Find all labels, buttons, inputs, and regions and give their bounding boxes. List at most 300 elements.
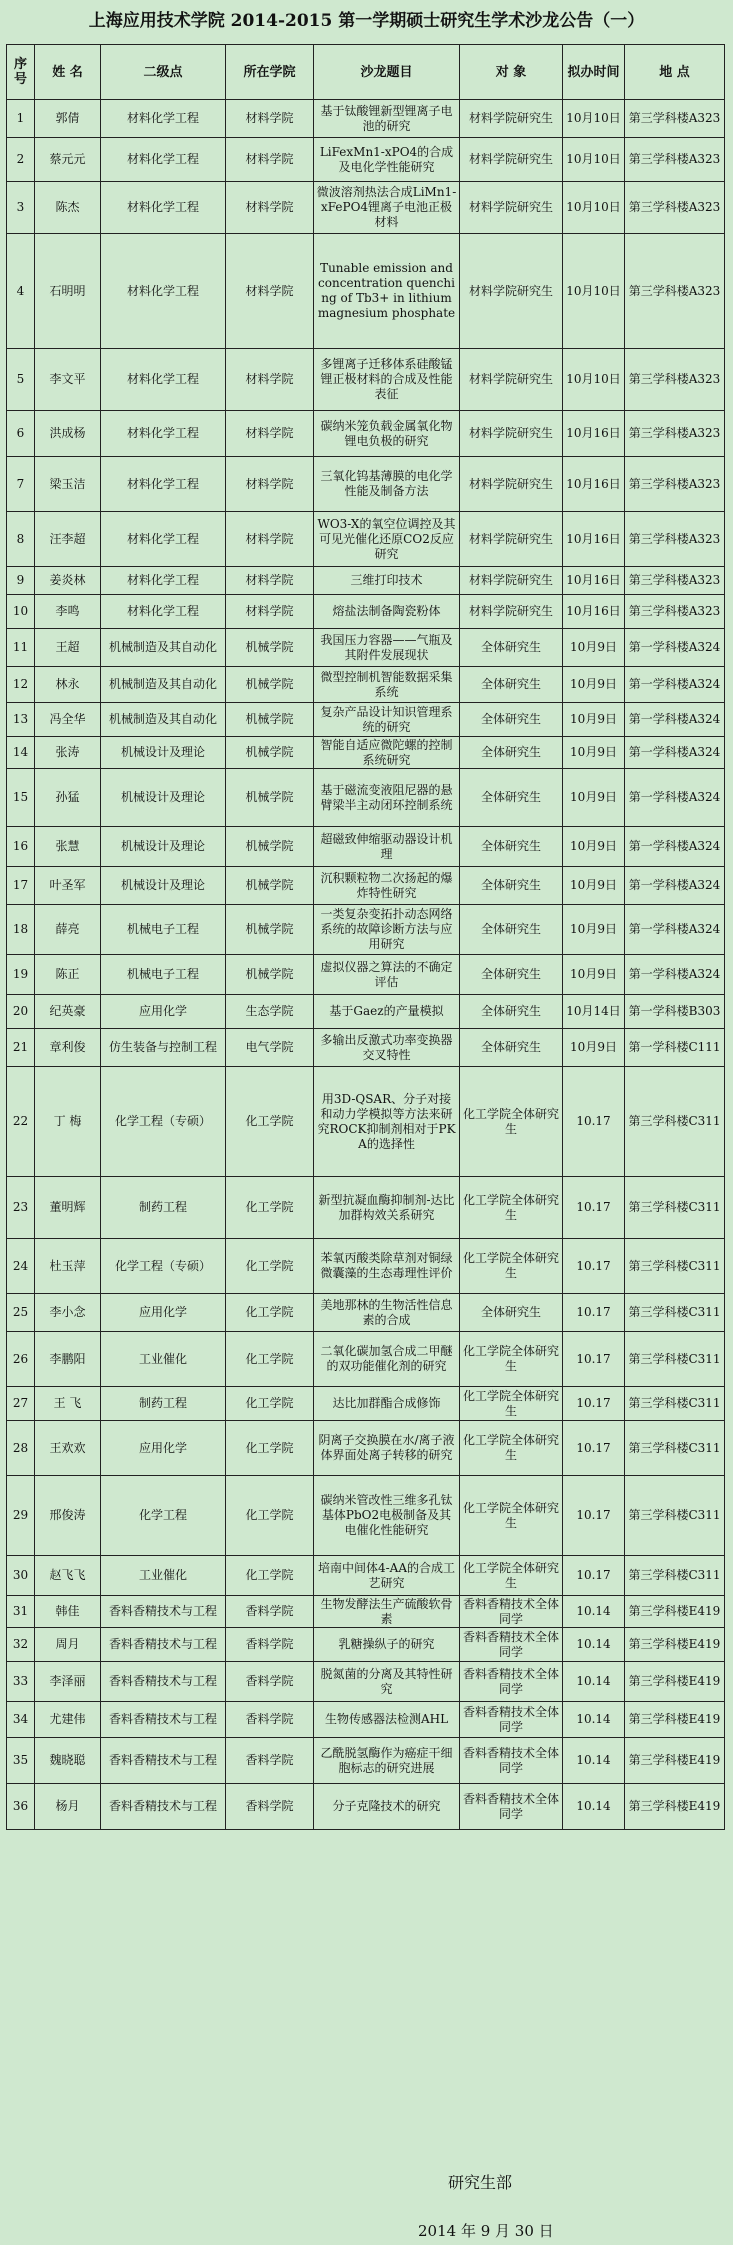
- row-audience: 材料学院研究生: [460, 512, 563, 567]
- row-time: 10月14日: [563, 995, 625, 1029]
- table-row: [7, 905, 725, 955]
- header-row: [7, 45, 725, 100]
- row-college: 材料学院: [226, 100, 314, 138]
- table-row: [7, 1628, 725, 1662]
- row-discipline: 材料化学工程: [101, 182, 226, 234]
- row-college: 机械学院: [226, 667, 314, 703]
- row-audience: 全体研究生: [460, 1029, 563, 1067]
- row-name: 薛亮: [35, 905, 101, 955]
- row-time: 10.14: [563, 1628, 625, 1662]
- row-no: 27: [7, 1387, 35, 1421]
- row-audience: 材料学院研究生: [460, 595, 563, 629]
- row-topic: 三氧化钨基薄膜的电化学性能及制备方法: [314, 457, 460, 512]
- row-place: 第三学科楼C311: [625, 1332, 725, 1387]
- row-time: 10月9日: [563, 737, 625, 769]
- row-college: 生态学院: [226, 995, 314, 1029]
- table-row: [7, 629, 725, 667]
- col-header-time: 拟办时间: [563, 45, 625, 100]
- row-topic: 生物传感器法检测AHL: [314, 1702, 460, 1738]
- issue-date: 2014 年 9 月 30 日: [418, 2222, 554, 2240]
- row-topic: 基于Gaez的产量模拟: [314, 995, 460, 1029]
- row-time: 10月9日: [563, 867, 625, 905]
- row-audience: 化工学院全体研究生: [460, 1387, 563, 1421]
- row-time: 10.17: [563, 1387, 625, 1421]
- row-name: 石明明: [35, 234, 101, 349]
- row-no: 36: [7, 1784, 35, 1830]
- row-audience: 材料学院研究生: [460, 234, 563, 349]
- row-discipline: 机械设计及理论: [101, 769, 226, 827]
- row-no: 14: [7, 737, 35, 769]
- row-time: 10.14: [563, 1738, 625, 1784]
- row-place: 第三学科楼C311: [625, 1294, 725, 1332]
- row-college: 机械学院: [226, 629, 314, 667]
- row-topic: WO3-X的氧空位调控及其可见光催化还原CO2反应研究: [314, 512, 460, 567]
- row-no: 20: [7, 995, 35, 1029]
- row-name: 李小念: [35, 1294, 101, 1332]
- row-college: 机械学院: [226, 769, 314, 827]
- row-place: 第三学科楼E419: [625, 1596, 725, 1628]
- row-no: 35: [7, 1738, 35, 1784]
- row-time: 10月10日: [563, 234, 625, 349]
- table-row: [7, 1177, 725, 1239]
- row-name: 李鸣: [35, 595, 101, 629]
- row-time: 10.14: [563, 1662, 625, 1702]
- row-audience: 材料学院研究生: [460, 411, 563, 457]
- row-no: 21: [7, 1029, 35, 1067]
- table-row: [7, 100, 725, 138]
- row-no: 1: [7, 100, 35, 138]
- row-discipline: 化学工程: [101, 1476, 226, 1556]
- row-audience: 材料学院研究生: [460, 100, 563, 138]
- row-topic: 乙酰脱氢酶作为癌症干细胞标志的研究进展: [314, 1738, 460, 1784]
- issuer-signature: 研究生部: [448, 2173, 513, 2192]
- row-name: 韩佳: [35, 1596, 101, 1628]
- row-place: 第一学科楼C111: [625, 1029, 725, 1067]
- row-name: 魏晓聪: [35, 1738, 101, 1784]
- row-college: 材料学院: [226, 234, 314, 349]
- row-place: 第三学科楼A323: [625, 138, 725, 182]
- col-header-college: 所在学院: [226, 45, 314, 100]
- row-audience: 全体研究生: [460, 667, 563, 703]
- row-college: 香料学院: [226, 1596, 314, 1628]
- row-audience: 化工学院全体研究生: [460, 1476, 563, 1556]
- row-no: 9: [7, 567, 35, 595]
- row-topic: 碳纳米管改性三维多孔钛基体PbO2电极制备及其电催化性能研究: [314, 1476, 460, 1556]
- row-time: 10月9日: [563, 827, 625, 867]
- col-header-no: 序号: [7, 45, 35, 100]
- row-college: 香料学院: [226, 1662, 314, 1702]
- row-place: 第一学科楼A324: [625, 703, 725, 737]
- row-topic: 阴离子交换膜在水/离子液体界面处离子转移的研究: [314, 1421, 460, 1476]
- row-name: 王超: [35, 629, 101, 667]
- table-row: [7, 1029, 725, 1067]
- row-topic: 培南中间体4-AA的合成工艺研究: [314, 1556, 460, 1596]
- row-discipline: 香料香精技术与工程: [101, 1662, 226, 1702]
- row-no: 28: [7, 1421, 35, 1476]
- row-discipline: 制药工程: [101, 1177, 226, 1239]
- row-audience: 全体研究生: [460, 827, 563, 867]
- table-row: [7, 567, 725, 595]
- row-place: 第一学科楼A324: [625, 905, 725, 955]
- row-audience: 全体研究生: [460, 629, 563, 667]
- row-discipline: 化学工程（专硕）: [101, 1239, 226, 1294]
- row-time: 10.17: [563, 1421, 625, 1476]
- row-topic: Tunable emission and concentration quenching of Tb3+ in lithium magnesium phosphate: [314, 234, 460, 349]
- row-discipline: 化学工程（专硕）: [101, 1067, 226, 1177]
- row-place: 第一学科楼A324: [625, 955, 725, 995]
- row-college: 化工学院: [226, 1067, 314, 1177]
- row-place: 第三学科楼E419: [625, 1662, 725, 1702]
- row-time: 10月9日: [563, 667, 625, 703]
- row-topic: 生物发酵法生产硫酸软骨素: [314, 1596, 460, 1628]
- row-no: 4: [7, 234, 35, 349]
- row-no: 24: [7, 1239, 35, 1294]
- table-row: [7, 234, 725, 349]
- row-no: 10: [7, 595, 35, 629]
- row-time: 10月9日: [563, 955, 625, 995]
- row-name: 李鹏阳: [35, 1332, 101, 1387]
- row-name: 李文平: [35, 349, 101, 411]
- row-college: 化工学院: [226, 1294, 314, 1332]
- row-topic: 智能自适应微陀螺的控制系统研究: [314, 737, 460, 769]
- row-no: 23: [7, 1177, 35, 1239]
- table-row: [7, 1387, 725, 1421]
- row-college: 材料学院: [226, 349, 314, 411]
- col-header-topic: 沙龙题目: [314, 45, 460, 100]
- row-name: 叶圣军: [35, 867, 101, 905]
- row-name: 邢俊涛: [35, 1476, 101, 1556]
- row-place: 第三学科楼C311: [625, 1387, 725, 1421]
- row-no: 8: [7, 512, 35, 567]
- row-audience: 香料香精技术全体同学: [460, 1596, 563, 1628]
- row-no: 2: [7, 138, 35, 182]
- table-row: [7, 1596, 725, 1628]
- row-time: 10.14: [563, 1702, 625, 1738]
- table-row: [7, 1784, 725, 1830]
- row-audience: 材料学院研究生: [460, 457, 563, 512]
- row-topic: 用3D-QSAR、分子对接和动力学模拟等方法来研究ROCK抑制剂相对于PKA的选择性: [314, 1067, 460, 1177]
- row-topic: 多锂离子迁移体系硅酸锰锂正极材料的合成及性能表征: [314, 349, 460, 411]
- row-no: 3: [7, 182, 35, 234]
- row-audience: 化工学院全体研究生: [460, 1239, 563, 1294]
- row-time: 10.17: [563, 1067, 625, 1177]
- row-place: 第三学科楼A323: [625, 411, 725, 457]
- row-time: 10.14: [563, 1784, 625, 1830]
- row-place: 第三学科楼C311: [625, 1239, 725, 1294]
- table-body: [7, 100, 725, 1830]
- row-name: 赵飞飞: [35, 1556, 101, 1596]
- table-row: [7, 867, 725, 905]
- row-college: 机械学院: [226, 827, 314, 867]
- row-audience: 化工学院全体研究生: [460, 1332, 563, 1387]
- row-audience: 材料学院研究生: [460, 567, 563, 595]
- row-discipline: 材料化学工程: [101, 567, 226, 595]
- row-place: 第三学科楼C311: [625, 1177, 725, 1239]
- row-topic: 基于磁流变液阻尼器的悬臂梁半主动闭环控制系统: [314, 769, 460, 827]
- row-no: 18: [7, 905, 35, 955]
- row-no: 33: [7, 1662, 35, 1702]
- row-time: 10.17: [563, 1177, 625, 1239]
- row-discipline: 机械制造及其自动化: [101, 667, 226, 703]
- row-topic: 复杂产品设计知识管理系统的研究: [314, 703, 460, 737]
- row-topic: 沉积颗粒物二次扬起的爆炸特性研究: [314, 867, 460, 905]
- table-row: [7, 737, 725, 769]
- row-college: 化工学院: [226, 1556, 314, 1596]
- row-college: 材料学院: [226, 182, 314, 234]
- row-topic: 新型抗凝血酶抑制剂-达比加群构效关系研究: [314, 1177, 460, 1239]
- row-audience: 化工学院全体研究生: [460, 1556, 563, 1596]
- row-time: 10月16日: [563, 512, 625, 567]
- row-audience: 化工学院全体研究生: [460, 1177, 563, 1239]
- row-college: 机械学院: [226, 955, 314, 995]
- row-no: 6: [7, 411, 35, 457]
- row-place: 第三学科楼A323: [625, 457, 725, 512]
- row-time: 10月9日: [563, 703, 625, 737]
- row-audience: 材料学院研究生: [460, 349, 563, 411]
- row-discipline: 应用化学: [101, 1294, 226, 1332]
- row-name: 蔡元元: [35, 138, 101, 182]
- row-place: 第三学科楼A323: [625, 182, 725, 234]
- row-audience: 全体研究生: [460, 703, 563, 737]
- col-header-name: 姓 名: [35, 45, 101, 100]
- row-place: 第三学科楼E419: [625, 1738, 725, 1784]
- salon-table: [6, 44, 725, 1830]
- row-topic: 脱氮菌的分离及其特性研究: [314, 1662, 460, 1702]
- row-name: 章利俊: [35, 1029, 101, 1067]
- row-name: 丁 梅: [35, 1067, 101, 1177]
- row-place: 第三学科楼A323: [625, 234, 725, 349]
- row-discipline: 机械设计及理论: [101, 827, 226, 867]
- row-discipline: 工业催化: [101, 1556, 226, 1596]
- row-time: 10.14: [563, 1596, 625, 1628]
- row-college: 机械学院: [226, 703, 314, 737]
- row-time: 10月16日: [563, 595, 625, 629]
- row-name: 陈杰: [35, 182, 101, 234]
- row-college: 材料学院: [226, 512, 314, 567]
- row-topic: 美地那林的生物活性信息素的合成: [314, 1294, 460, 1332]
- row-name: 周月: [35, 1628, 101, 1662]
- row-name: 孙猛: [35, 769, 101, 827]
- row-name: 王欢欢: [35, 1421, 101, 1476]
- row-discipline: 仿生装备与控制工程: [101, 1029, 226, 1067]
- row-audience: 化工学院全体研究生: [460, 1421, 563, 1476]
- table-row: [7, 182, 725, 234]
- row-place: 第三学科楼C311: [625, 1556, 725, 1596]
- row-place: 第一学科楼A324: [625, 629, 725, 667]
- row-discipline: 机械设计及理论: [101, 737, 226, 769]
- row-audience: 全体研究生: [460, 769, 563, 827]
- table-row: [7, 1421, 725, 1476]
- row-discipline: 材料化学工程: [101, 595, 226, 629]
- row-name: 林永: [35, 667, 101, 703]
- row-discipline: 材料化学工程: [101, 100, 226, 138]
- row-audience: 全体研究生: [460, 955, 563, 995]
- table-row: [7, 827, 725, 867]
- row-topic: 苯氧丙酸类除草剂对铜绿微囊藻的生态毒理性评价: [314, 1239, 460, 1294]
- row-topic: 微波溶剂热法合成LiMn1-xFePO4锂离子电池正极材料: [314, 182, 460, 234]
- row-no: 30: [7, 1556, 35, 1596]
- row-college: 材料学院: [226, 411, 314, 457]
- row-college: 香料学院: [226, 1784, 314, 1830]
- row-topic: 基于钛酸锂新型锂离子电池的研究: [314, 100, 460, 138]
- row-discipline: 机械制造及其自动化: [101, 629, 226, 667]
- row-college: 机械学院: [226, 867, 314, 905]
- row-no: 31: [7, 1596, 35, 1628]
- row-college: 香料学院: [226, 1628, 314, 1662]
- row-place: 第三学科楼A323: [625, 100, 725, 138]
- row-time: 10月10日: [563, 100, 625, 138]
- row-time: 10月16日: [563, 411, 625, 457]
- row-discipline: 香料香精技术与工程: [101, 1702, 226, 1738]
- row-place: 第一学科楼A324: [625, 827, 725, 867]
- table-row: [7, 512, 725, 567]
- row-name: 王 飞: [35, 1387, 101, 1421]
- col-header-place: 地 点: [625, 45, 725, 100]
- row-discipline: 香料香精技术与工程: [101, 1628, 226, 1662]
- row-time: 10月16日: [563, 457, 625, 512]
- row-topic: 微型控制机智能数据采集系统: [314, 667, 460, 703]
- row-place: 第一学科楼B303: [625, 995, 725, 1029]
- table-row: [7, 595, 725, 629]
- row-name: 张涛: [35, 737, 101, 769]
- row-audience: 香料香精技术全体同学: [460, 1738, 563, 1784]
- row-discipline: 应用化学: [101, 1421, 226, 1476]
- table-row: [7, 1702, 725, 1738]
- row-college: 化工学院: [226, 1332, 314, 1387]
- table-row: [7, 995, 725, 1029]
- row-time: 10月16日: [563, 567, 625, 595]
- row-audience: 全体研究生: [460, 905, 563, 955]
- row-discipline: 材料化学工程: [101, 457, 226, 512]
- row-discipline: 材料化学工程: [101, 512, 226, 567]
- row-discipline: 材料化学工程: [101, 349, 226, 411]
- row-topic: 三维打印技术: [314, 567, 460, 595]
- row-topic: 熔盐法制备陶瓷粉体: [314, 595, 460, 629]
- row-time: 10月9日: [563, 1029, 625, 1067]
- row-no: 26: [7, 1332, 35, 1387]
- row-topic: 碳纳米笼负载金属氧化物锂电负极的研究: [314, 411, 460, 457]
- row-name: 洪成杨: [35, 411, 101, 457]
- row-college: 化工学院: [226, 1476, 314, 1556]
- row-audience: 全体研究生: [460, 867, 563, 905]
- page-title: 上海应用技术学院 2014-2015 第一学期硕士研究生学术沙龙公告（一）: [88, 11, 645, 31]
- row-topic: 达比加群酯合成修饰: [314, 1387, 460, 1421]
- table-row: [7, 457, 725, 512]
- row-no: 15: [7, 769, 35, 827]
- row-name: 梁玉洁: [35, 457, 101, 512]
- row-name: 汪李超: [35, 512, 101, 567]
- row-time: 10月9日: [563, 769, 625, 827]
- row-no: 11: [7, 629, 35, 667]
- row-time: 10月10日: [563, 138, 625, 182]
- row-place: 第一学科楼A324: [625, 867, 725, 905]
- row-audience: 材料学院研究生: [460, 138, 563, 182]
- row-name: 杜玉萍: [35, 1239, 101, 1294]
- table-row: [7, 1476, 725, 1556]
- row-name: 陈正: [35, 955, 101, 995]
- row-no: 22: [7, 1067, 35, 1177]
- row-audience: 材料学院研究生: [460, 182, 563, 234]
- row-name: 张慧: [35, 827, 101, 867]
- row-time: 10.17: [563, 1239, 625, 1294]
- row-discipline: 机械电子工程: [101, 955, 226, 995]
- row-place: 第一学科楼A324: [625, 769, 725, 827]
- table-row: [7, 1067, 725, 1177]
- row-place: 第三学科楼A323: [625, 512, 725, 567]
- row-discipline: 材料化学工程: [101, 411, 226, 457]
- row-college: 香料学院: [226, 1702, 314, 1738]
- row-college: 材料学院: [226, 567, 314, 595]
- row-college: 化工学院: [226, 1239, 314, 1294]
- row-topic: 虚拟仪器之算法的不确定评估: [314, 955, 460, 995]
- row-discipline: 制药工程: [101, 1387, 226, 1421]
- row-time: 10月9日: [563, 629, 625, 667]
- row-place: 第三学科楼E419: [625, 1784, 725, 1830]
- row-name: 杨月: [35, 1784, 101, 1830]
- table-row: [7, 1294, 725, 1332]
- row-place: 第三学科楼A323: [625, 349, 725, 411]
- row-place: 第三学科楼A323: [625, 595, 725, 629]
- row-place: 第三学科楼C311: [625, 1421, 725, 1476]
- row-audience: 全体研究生: [460, 737, 563, 769]
- row-topic: 我国压力容器——气瓶及其附件发展现状: [314, 629, 460, 667]
- table-row: [7, 667, 725, 703]
- row-audience: 香料香精技术全体同学: [460, 1628, 563, 1662]
- row-discipline: 香料香精技术与工程: [101, 1784, 226, 1830]
- row-place: 第三学科楼A323: [625, 567, 725, 595]
- row-time: 10月10日: [563, 182, 625, 234]
- table-row: [7, 1738, 725, 1784]
- row-college: 电气学院: [226, 1029, 314, 1067]
- table-row: [7, 1662, 725, 1702]
- row-name: 姜炎林: [35, 567, 101, 595]
- row-discipline: 香料香精技术与工程: [101, 1596, 226, 1628]
- table-row: [7, 411, 725, 457]
- row-name: 冯全华: [35, 703, 101, 737]
- row-audience: 化工学院全体研究生: [460, 1067, 563, 1177]
- row-audience: 香料香精技术全体同学: [460, 1784, 563, 1830]
- row-name: 李泽丽: [35, 1662, 101, 1702]
- row-discipline: 材料化学工程: [101, 234, 226, 349]
- row-topic: 乳糖操纵子的研究: [314, 1628, 460, 1662]
- row-audience: 香料香精技术全体同学: [460, 1662, 563, 1702]
- row-time: 10月9日: [563, 905, 625, 955]
- row-discipline: 应用化学: [101, 995, 226, 1029]
- row-no: 29: [7, 1476, 35, 1556]
- row-college: 机械学院: [226, 737, 314, 769]
- row-discipline: 机械设计及理论: [101, 867, 226, 905]
- row-no: 25: [7, 1294, 35, 1332]
- row-no: 17: [7, 867, 35, 905]
- table-row: [7, 1239, 725, 1294]
- row-place: 第三学科楼C311: [625, 1067, 725, 1177]
- row-no: 32: [7, 1628, 35, 1662]
- row-time: 10.17: [563, 1294, 625, 1332]
- col-header-audience: 对 象: [460, 45, 563, 100]
- row-audience: 全体研究生: [460, 995, 563, 1029]
- row-time: 10.17: [563, 1332, 625, 1387]
- row-discipline: 香料香精技术与工程: [101, 1738, 226, 1784]
- row-name: 董明辉: [35, 1177, 101, 1239]
- row-place: 第一学科楼A324: [625, 737, 725, 769]
- row-no: 12: [7, 667, 35, 703]
- row-college: 材料学院: [226, 138, 314, 182]
- table-row: [7, 955, 725, 995]
- row-place: 第一学科楼A324: [625, 667, 725, 703]
- row-no: 16: [7, 827, 35, 867]
- row-name: 尤建伟: [35, 1702, 101, 1738]
- row-no: 34: [7, 1702, 35, 1738]
